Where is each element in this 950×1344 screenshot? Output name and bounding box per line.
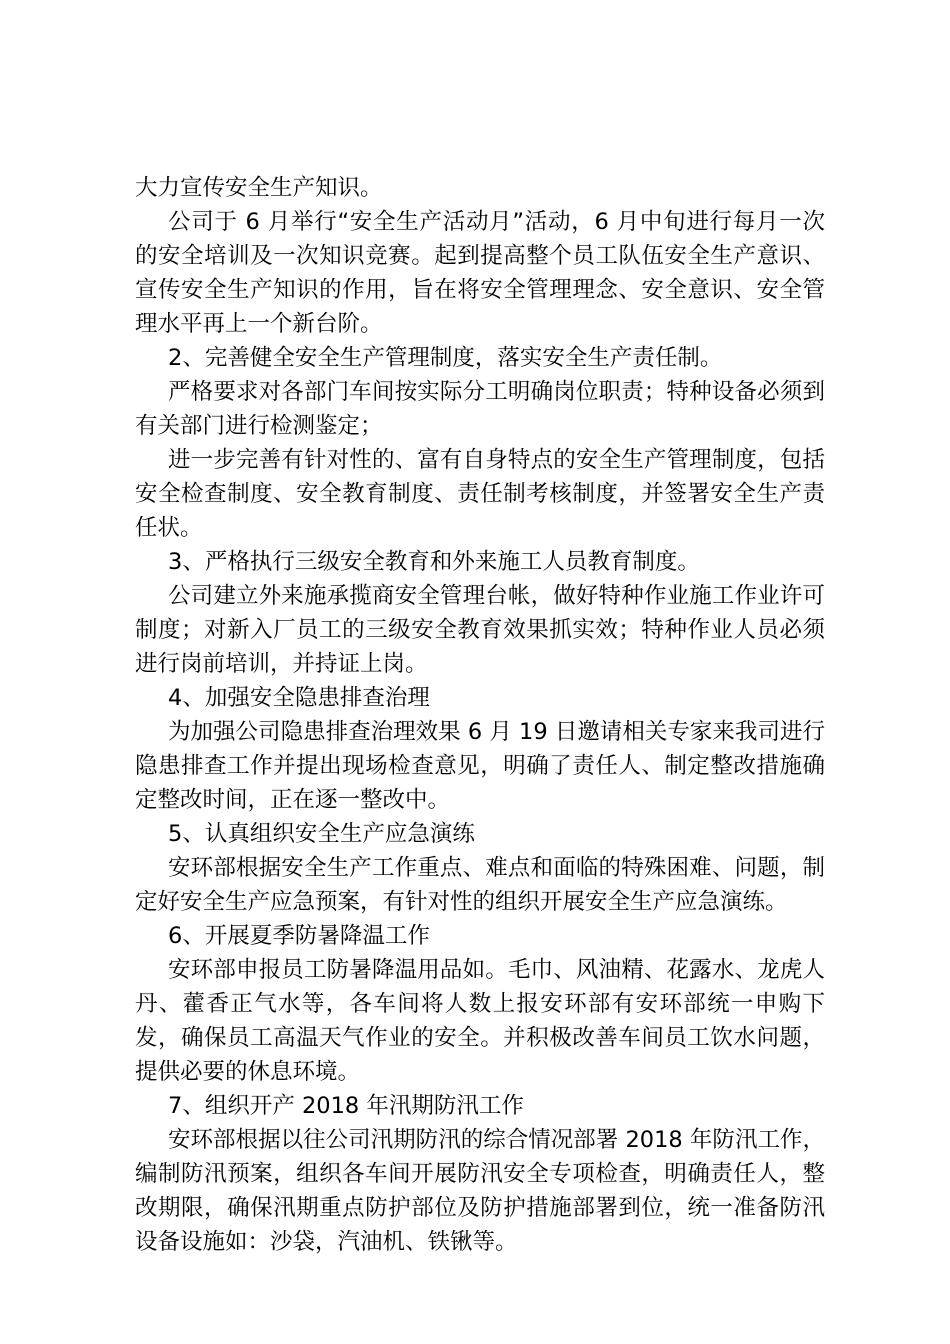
section-heading: 4、加强安全隐患排查治理 [168,685,430,711]
section-heading: 2、完善健全安全生产管理制度，落实安全生产责任制。 [168,345,723,371]
paragraph: 为加强公司隐患排查治理效果 6 月 19 日邀请相关专家来我司进行隐患排查工作并提出现场检查意见，明确了责任人、制定整改措施确定整改时间，正在逐一整改中。 [135,719,825,813]
paragraph: 大力宣传安全生产知识。 [135,175,383,201]
section-heading: 6、开展夏季防暑降温工作 [168,923,430,949]
paragraph: 安环部根据以往公司汛期防汛的综合情况部署 2018 年防汛工作，编制防汛预案，组织各车间开展防汛安全专项检查，明确责任人，整改期限，确保汛期重点防护部位及防护措施部署到位，统一准备防汛设备设施如：沙袋，汽油机、铁锹等。 [135,1127,825,1255]
paragraph: 公司于 6 月举行“安全生产活动月”活动，6 月中旬进行每月一次的安全培训及一次知识竞赛。起到提高整个员工队伍安全生产意识、宣传安全生产知识的作用，旨在将安全管理理念、安全意识、安全管理水平再上一个新台阶。 [135,209,825,337]
paragraph: 严格要求对各部门车间按实际分工明确岗位职责；特种设备必须到有关部门进行检测鉴定； [135,379,825,439]
paragraph: 公司建立外来施承揽商安全管理台帐，做好特种作业施工作业许可制度；对新入厂员工的三级安全教育效果抓实效；特种作业人员必须进行岗前培训，并持证上岗。 [135,583,825,677]
paragraph: 进一步完善有针对性的、富有自身特点的安全生产管理制度，包括安全检查制度、安全教育制度、责任制考核制度，并签署安全生产责任状。 [135,447,825,541]
paragraph: 安环部申报员工防暑降温用品如。毛巾、风油精、花露水、龙虎人丹、藿香正气水等，各车间将人数上报安环部有安环部统一申购下发，确保员工高温天气作业的安全。并积极改善车间员工饮水问题，提供必要的休息环境。 [135,957,825,1085]
document-body [135,171,825,1259]
section-heading: 7、组织开产 2018 年汛期防汛工作 [168,1093,524,1119]
section-heading: 3、严格执行三级安全教育和外来施工人员教育制度。 [168,549,700,575]
section-heading: 5、认真组织安全生产应急演练 [168,821,475,847]
paragraph: 安环部根据安全生产工作重点、难点和面临的特殊困难、问题，制定好安全生产应急预案，有针对性的组织开展安全生产应急演练。 [135,855,825,915]
